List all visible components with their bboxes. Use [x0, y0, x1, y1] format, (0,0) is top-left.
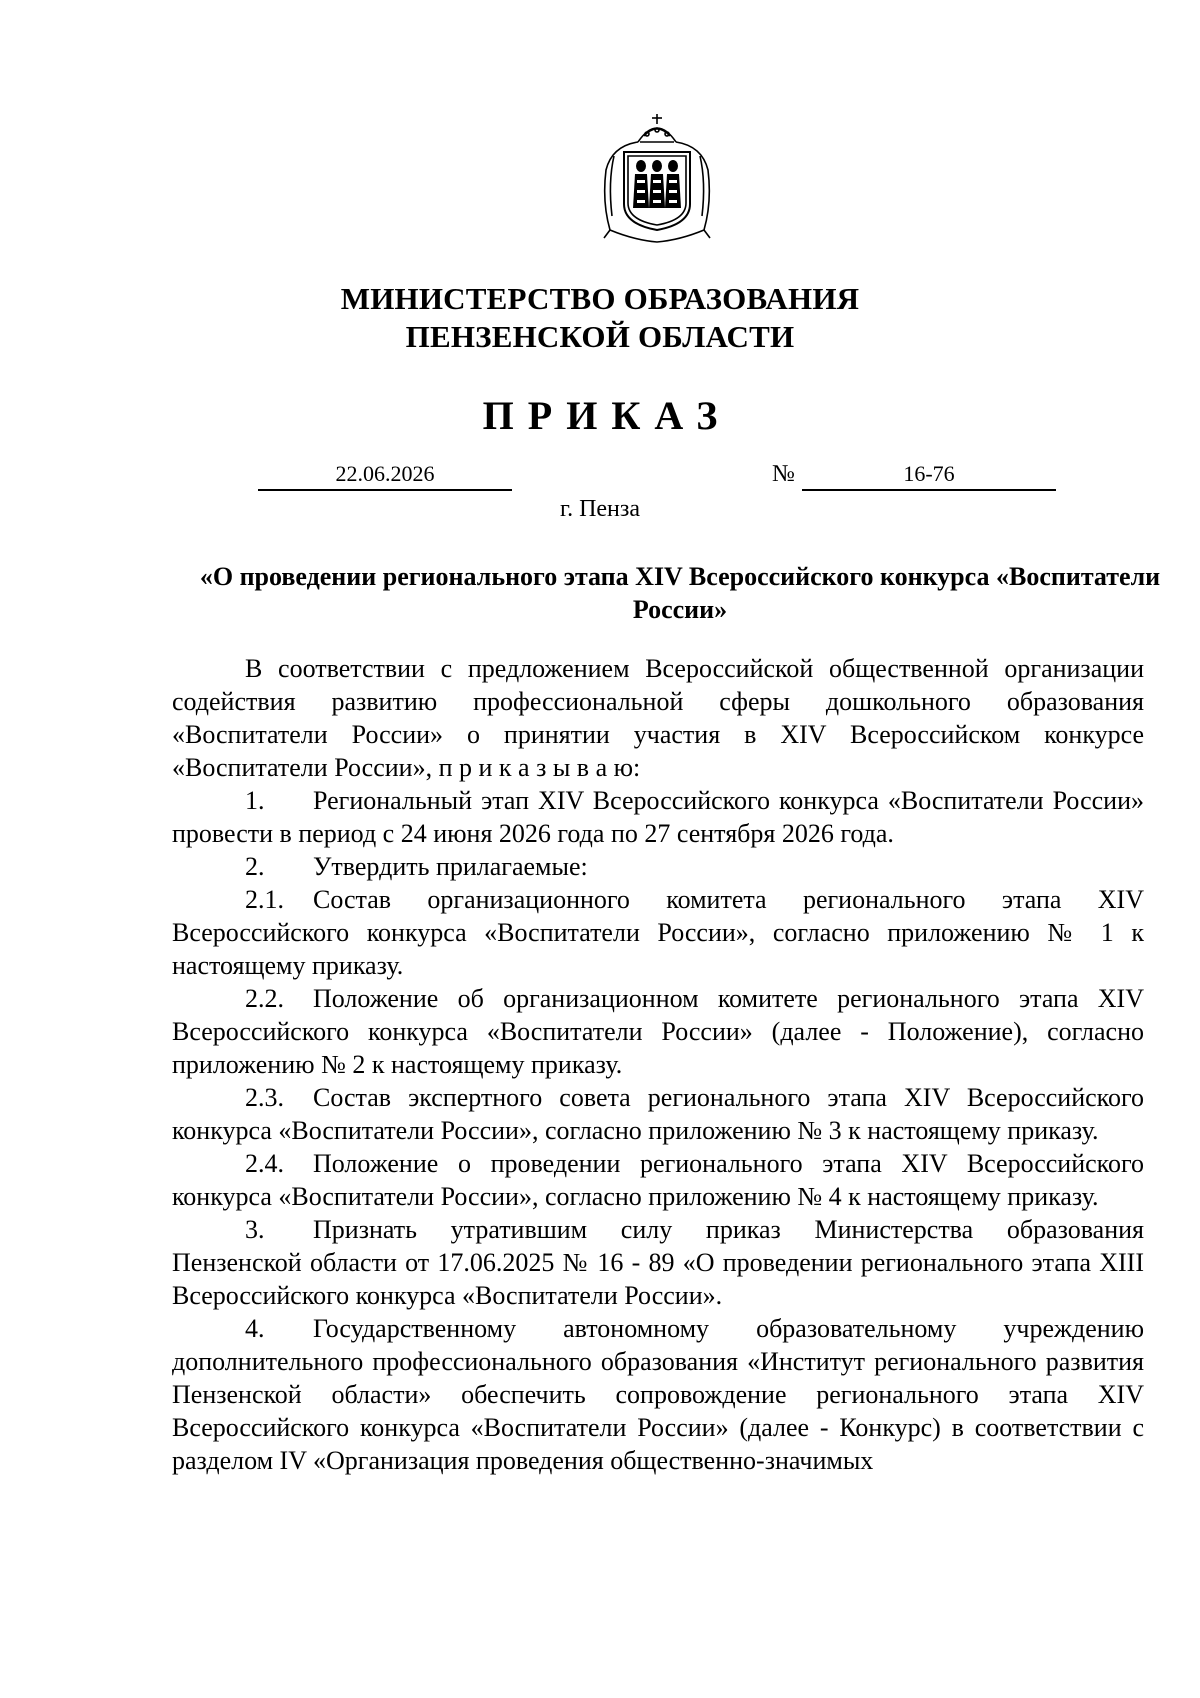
coat-of-arms-icon	[600, 112, 714, 246]
list-item	[172, 1213, 1144, 1312]
list-item	[172, 883, 1144, 982]
item-number: 2.	[245, 852, 265, 881]
item-number: 2.1.	[245, 885, 284, 914]
list-item	[172, 850, 1144, 883]
list-item	[172, 784, 1144, 850]
item-number: 2.4.	[245, 1149, 284, 1178]
order-date: 22.06.2026	[258, 459, 512, 491]
order-number: 16-76	[802, 459, 1056, 491]
order-city: г. Пенза	[559, 496, 641, 522]
list-item	[172, 1081, 1144, 1147]
item-number: 3.	[245, 1215, 265, 1244]
item-text: Положение об организационном комитете регионального этапа XIV Всероссийского конкурса «Воспитатели России» (далее - Положение), согласно приложению № 2 к настоящему приказу.	[172, 984, 1144, 1079]
item-number: 2.2.	[245, 984, 284, 1013]
item-number: 2.3.	[245, 1083, 284, 1112]
item-text: Состав организационного комитета регионального этапа XIV Всероссийского конкурса «Воспитатели России», согласно приложению № 1 к настоящему приказу.	[172, 885, 1144, 980]
order-number-sign: №	[772, 461, 795, 487]
item-text: Государственному автономному образовательному учреждению дополнительного профессионального образования «Институт регионального развития Пензенской области» обеспечить сопровождение регионального этапа XIV Всероссийского конкурса «Воспитатели России» (далее - Конкурс) в соответствии с разделом IV «Организация проведения общественно-значимых	[172, 1314, 1144, 1475]
intro-paragraph: В соответствии с предложением Всероссийской общественной организации содействия развитию профессиональной сферы дошкольного образования «Воспитатели России» о принятии участия в XIV Всероссийском конкурсе «Воспитатели России», п р и к а з ы в а ю:	[172, 654, 1144, 782]
item-number: 4.	[245, 1314, 265, 1343]
document-title: «О проведении регионального этапа XIV Всероссийского конкурса «Воспитатели России»	[199, 562, 1161, 624]
order-heading: ПРИКАЗ	[482, 393, 732, 438]
item-text: Региональный этап XIV Всероссийского конкурса «Воспитатели России» провести в период с 24 июня 2026 года по 27 сентября 2026 года.	[172, 786, 1144, 848]
list-item	[172, 982, 1144, 1081]
ministry-name-line1: МИНИСТЕРСТВО ОБРАЗОВАНИЯ	[340, 281, 860, 316]
item-text: Состав экспертного совета регионального этапа XIV Всероссийского конкурса «Воспитатели России», согласно приложению № 3 к настоящему приказу.	[172, 1083, 1144, 1145]
list-item	[172, 1312, 1144, 1477]
item-number: 1.	[245, 786, 265, 815]
document-body	[172, 652, 1144, 1477]
item-text: Утвердить прилагаемые:	[313, 852, 588, 881]
item-text: Признать утратившим силу приказ Министерства образования Пензенской области от 17.06.2025 № 16 - 89 «О проведении регионального этапа XIII Всероссийского конкурса «Воспитатели России».	[172, 1215, 1144, 1310]
ministry-name-line2: ПЕНЗЕНСКОЙ ОБЛАСТИ	[405, 319, 795, 354]
list-item	[172, 1147, 1144, 1213]
item-text: Положение о проведении регионального этапа XIV Всероссийского конкурса «Воспитатели России», согласно приложению № 4 к настоящему приказу.	[172, 1149, 1144, 1211]
